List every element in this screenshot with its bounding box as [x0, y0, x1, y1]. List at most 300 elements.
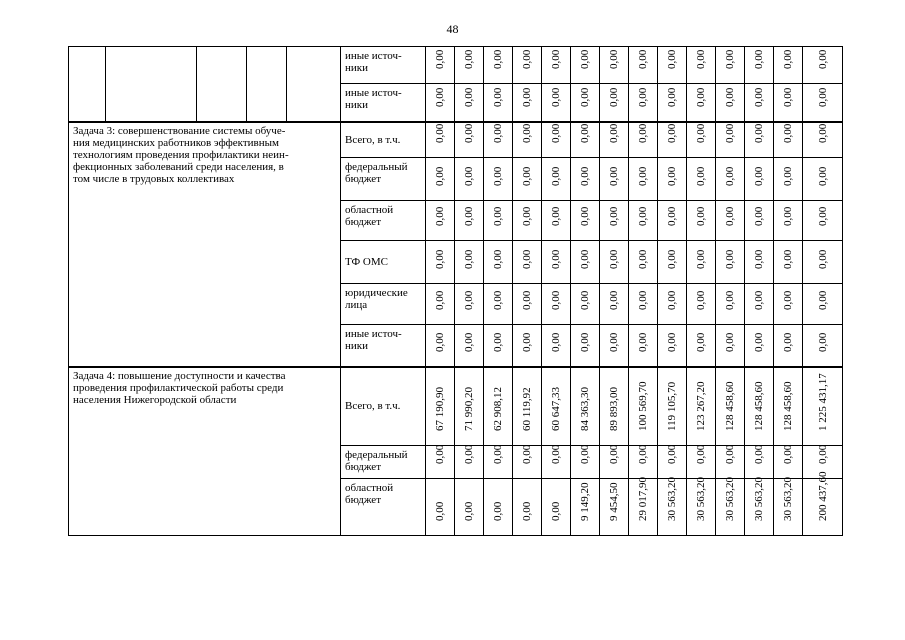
value-text: 0,00	[753, 166, 765, 186]
funding-source-cell: юридические лица	[341, 284, 426, 325]
value-cell	[600, 122, 629, 158]
value-text: 0,00	[637, 49, 649, 69]
value-text: 0,00	[753, 249, 765, 269]
value-text: 0,00	[521, 49, 533, 69]
funding-source-cell: иные источ- ники	[341, 47, 426, 84]
value-cell	[745, 479, 774, 536]
value-text: 0,00	[550, 332, 562, 352]
value-cell	[600, 325, 629, 367]
value-cell	[745, 325, 774, 367]
value-cell	[455, 284, 484, 325]
value-cell	[513, 47, 542, 84]
value-text: 0,00	[782, 166, 794, 186]
value-text: 119 105,70	[666, 381, 678, 431]
value-text: 0,00	[608, 444, 620, 464]
value-cell	[513, 241, 542, 284]
value-text: 0,00	[608, 49, 620, 69]
value-cell	[484, 158, 513, 201]
value-cell	[658, 241, 687, 284]
value-cell	[629, 367, 658, 446]
value-cell	[658, 446, 687, 479]
value-text: 0,00	[434, 249, 446, 269]
value-cell	[426, 241, 455, 284]
value-text: 0,00	[492, 249, 504, 269]
value-cell	[542, 201, 571, 241]
value-cell	[513, 84, 542, 122]
value-text: 0,00	[753, 290, 765, 310]
value-cell	[687, 446, 716, 479]
value-text: 0,00	[816, 87, 829, 107]
value-cell	[600, 367, 629, 446]
value-cell	[629, 241, 658, 284]
page-number: 48	[446, 22, 459, 36]
value-text: 0,00	[816, 249, 829, 269]
value-cell	[600, 446, 629, 479]
value-text: 123 267,20	[695, 381, 707, 431]
value-cell	[513, 325, 542, 367]
value-text: 30 563,20	[695, 477, 707, 521]
value-text: 0,00	[782, 123, 794, 143]
value-text: 30 563,20	[666, 477, 678, 521]
value-text: 0,00	[550, 123, 562, 143]
value-cell	[542, 325, 571, 367]
value-text: 0,00	[782, 444, 794, 464]
value-text: 1 225 431,17	[816, 373, 829, 431]
value-text: 0,00	[816, 206, 829, 226]
value-text: 0,00	[579, 206, 591, 226]
value-cell	[513, 446, 542, 479]
value-cell	[687, 325, 716, 367]
funding-source-cell: областной бюджет	[341, 201, 426, 241]
value-text: 0,00	[608, 249, 620, 269]
value-text: 0,00	[724, 123, 736, 143]
value-text: 30 563,20	[724, 477, 736, 521]
value-cell	[600, 479, 629, 536]
value-cell	[600, 158, 629, 201]
value-cell	[658, 201, 687, 241]
value-cell	[426, 84, 455, 122]
value-text: 0,00	[724, 87, 736, 107]
value-cell	[484, 284, 513, 325]
value-text: 0,00	[434, 166, 446, 186]
value-cell	[658, 284, 687, 325]
value-cell	[716, 122, 745, 158]
value-cell	[716, 284, 745, 325]
value-text: 0,00	[695, 49, 707, 69]
value-cell	[745, 241, 774, 284]
value-text: 128 458,60	[753, 381, 765, 431]
value-cell	[426, 479, 455, 536]
value-text: 0,00	[434, 444, 446, 464]
value-cell	[774, 47, 803, 84]
value-cell	[629, 47, 658, 84]
value-cell	[716, 158, 745, 201]
continuation-cell	[106, 47, 197, 122]
value-text: 0,00	[637, 249, 649, 269]
value-text: 0,00	[695, 332, 707, 352]
value-text: 0,00	[521, 249, 533, 269]
value-text: 0,00	[753, 444, 765, 464]
value-cell	[658, 84, 687, 122]
value-cell	[571, 122, 600, 158]
value-cell	[716, 479, 745, 536]
value-cell	[803, 367, 843, 446]
value-cell	[600, 284, 629, 325]
value-text: 0,00	[492, 87, 504, 107]
value-cell	[803, 84, 843, 122]
value-cell	[658, 325, 687, 367]
value-cell	[803, 47, 843, 84]
value-text: 0,00	[608, 87, 620, 107]
value-cell	[600, 241, 629, 284]
value-cell	[687, 201, 716, 241]
value-cell	[629, 84, 658, 122]
value-cell	[542, 158, 571, 201]
value-cell	[455, 479, 484, 536]
value-cell	[687, 84, 716, 122]
value-cell	[542, 241, 571, 284]
value-cell	[600, 84, 629, 122]
value-cell	[600, 201, 629, 241]
value-text: 0,00	[579, 290, 591, 310]
value-cell	[571, 367, 600, 446]
funding-source-cell: Всего, в т.ч.	[341, 367, 426, 446]
value-cell	[774, 201, 803, 241]
continuation-cell	[287, 47, 341, 122]
value-text: 0,00	[521, 290, 533, 310]
value-cell	[571, 479, 600, 536]
value-cell	[455, 201, 484, 241]
value-text: 0,00	[724, 206, 736, 226]
value-text: 0,00	[463, 123, 475, 143]
value-cell	[716, 84, 745, 122]
value-cell	[745, 367, 774, 446]
value-cell	[629, 446, 658, 479]
value-cell	[774, 122, 803, 158]
value-text: 0,00	[579, 87, 591, 107]
value-text: 0,00	[753, 87, 765, 107]
value-text: 0,00	[521, 444, 533, 464]
table-row	[69, 47, 843, 84]
value-text: 0,00	[724, 249, 736, 269]
value-text: 128 458,60	[782, 381, 794, 431]
value-text: 0,00	[521, 501, 533, 521]
value-text: 0,00	[637, 332, 649, 352]
value-cell	[513, 201, 542, 241]
value-text: 0,00	[492, 290, 504, 310]
value-text: 0,00	[666, 166, 678, 186]
value-cell	[484, 122, 513, 158]
value-text: 0,00	[492, 332, 504, 352]
value-text: 0,00	[579, 123, 591, 143]
value-cell	[542, 47, 571, 84]
value-text: 84 363,30	[579, 387, 591, 431]
value-text: 0,00	[695, 87, 707, 107]
value-text: 0,00	[550, 206, 562, 226]
value-text: 0,00	[492, 444, 504, 464]
value-text: 0,00	[816, 123, 829, 143]
value-cell	[803, 158, 843, 201]
value-text: 29 017,90	[637, 477, 649, 521]
value-text: 0,00	[782, 206, 794, 226]
task-4-title: Задача 4: повышение доступности и качества проведения профилактической работы среди населения Нижегородской области	[69, 367, 341, 536]
value-text: 0,00	[492, 501, 504, 521]
value-text: 0,00	[434, 49, 446, 69]
funding-source-cell: федеральный бюджет	[341, 446, 426, 479]
value-text: 0,00	[550, 501, 562, 521]
continuation-cell	[197, 47, 247, 122]
value-cell	[687, 367, 716, 446]
value-text: 0,00	[666, 206, 678, 226]
value-text: 0,00	[637, 206, 649, 226]
value-text: 0,00	[550, 87, 562, 107]
value-cell	[803, 284, 843, 325]
value-text: 9 149,20	[579, 482, 591, 521]
value-text: 89 893,00	[608, 387, 620, 431]
continuation-cell	[247, 47, 287, 122]
value-text: 0,00	[753, 49, 765, 69]
value-cell	[455, 325, 484, 367]
value-cell	[484, 47, 513, 84]
value-cell	[774, 158, 803, 201]
value-text: 0,00	[492, 49, 504, 69]
value-cell	[542, 284, 571, 325]
value-cell	[484, 446, 513, 479]
value-text: 0,00	[521, 123, 533, 143]
value-cell	[716, 201, 745, 241]
value-text: 0,00	[666, 290, 678, 310]
value-text: 0,00	[695, 166, 707, 186]
value-text: 0,00	[463, 166, 475, 186]
budget-table	[68, 46, 843, 536]
value-cell	[687, 479, 716, 536]
value-text: 30 563,20	[782, 477, 794, 521]
value-text: 0,00	[753, 332, 765, 352]
value-text: 0,00	[492, 206, 504, 226]
value-cell	[774, 367, 803, 446]
continuation-cell	[69, 47, 106, 122]
value-cell	[571, 158, 600, 201]
value-text: 0,00	[550, 444, 562, 464]
value-text: 0,00	[521, 332, 533, 352]
value-text: 0,00	[816, 49, 829, 69]
funding-source-cell: областной бюджет	[341, 479, 426, 536]
funding-source-cell: федеральный бюджет	[341, 158, 426, 201]
value-text: 0,00	[608, 166, 620, 186]
value-cell	[745, 122, 774, 158]
value-cell	[658, 47, 687, 84]
value-cell	[455, 84, 484, 122]
value-text: 0,00	[608, 332, 620, 352]
value-cell	[571, 201, 600, 241]
value-text: 0,00	[782, 49, 794, 69]
value-text: 0,00	[608, 123, 620, 143]
value-cell	[484, 84, 513, 122]
value-text: 0,00	[608, 290, 620, 310]
value-text: 0,00	[666, 87, 678, 107]
value-text: 0,00	[724, 290, 736, 310]
value-text: 0,00	[816, 332, 829, 352]
value-text: 0,00	[724, 49, 736, 69]
value-text: 0,00	[434, 332, 446, 352]
value-text: 0,00	[666, 332, 678, 352]
value-cell	[803, 201, 843, 241]
value-cell	[571, 325, 600, 367]
value-cell	[629, 201, 658, 241]
value-text: 0,00	[637, 444, 649, 464]
value-cell	[426, 122, 455, 158]
value-cell	[426, 158, 455, 201]
value-text: 100 569,70	[637, 381, 649, 431]
value-cell	[542, 446, 571, 479]
value-cell	[455, 446, 484, 479]
value-cell	[687, 122, 716, 158]
value-text: 0,00	[463, 49, 475, 69]
value-cell	[774, 84, 803, 122]
value-text: 0,00	[782, 332, 794, 352]
value-cell	[687, 158, 716, 201]
value-text: 0,00	[695, 290, 707, 310]
value-cell	[774, 446, 803, 479]
value-cell	[571, 446, 600, 479]
value-cell	[542, 367, 571, 446]
task-3-title: Задача 3: совершенствование системы обуче- ния медицинских работников эффективным технологиям проведения профилактики неин- фекционных заболеваний среди населения, в том числе в трудовых коллективах	[69, 122, 341, 367]
funding-source-cell: Всего, в т.ч.	[341, 122, 426, 158]
funding-source-cell: иные источ- ники	[341, 325, 426, 367]
value-text: 0,00	[463, 249, 475, 269]
value-cell	[658, 367, 687, 446]
value-cell	[484, 241, 513, 284]
value-text: 0,00	[695, 444, 707, 464]
value-cell	[455, 47, 484, 84]
table-row	[69, 122, 843, 158]
value-cell	[716, 241, 745, 284]
value-text: 0,00	[463, 501, 475, 521]
value-text: 0,00	[434, 501, 446, 521]
value-cell	[542, 479, 571, 536]
value-text: 0,00	[637, 290, 649, 310]
value-cell	[774, 284, 803, 325]
value-cell	[513, 158, 542, 201]
value-text: 0,00	[695, 206, 707, 226]
value-text: 0,00	[434, 123, 446, 143]
value-text: 0,00	[695, 249, 707, 269]
value-text: 0,00	[637, 166, 649, 186]
value-text: 128 458,60	[724, 381, 736, 431]
value-text: 60 119,92	[521, 387, 533, 431]
value-text: 0,00	[579, 444, 591, 464]
value-cell	[803, 471, 843, 536]
value-cell	[426, 201, 455, 241]
value-text: 0,00	[463, 206, 475, 226]
value-text: 0,00	[492, 166, 504, 186]
table-row	[69, 367, 843, 446]
value-text: 0,00	[463, 290, 475, 310]
value-cell	[571, 284, 600, 325]
value-text: 0,00	[782, 87, 794, 107]
value-text: 0,00	[637, 123, 649, 143]
value-cell	[571, 241, 600, 284]
value-cell	[629, 284, 658, 325]
value-cell	[803, 241, 843, 284]
value-cell	[513, 367, 542, 446]
value-text: 0,00	[724, 444, 736, 464]
value-text: 0,00	[666, 249, 678, 269]
value-text: 30 563,20	[753, 477, 765, 521]
value-cell	[426, 47, 455, 84]
value-text: 0,00	[579, 166, 591, 186]
value-cell	[513, 479, 542, 536]
value-text: 0,00	[434, 290, 446, 310]
value-text: 0,00	[782, 290, 794, 310]
value-text: 200 437,60	[816, 471, 829, 521]
value-cell	[426, 284, 455, 325]
value-cell	[542, 122, 571, 158]
funding-source-cell: иные источ- ники	[341, 84, 426, 122]
value-cell	[687, 47, 716, 84]
value-cell	[658, 158, 687, 201]
value-text: 0,00	[753, 206, 765, 226]
value-text: 0,00	[666, 444, 678, 464]
value-text: 0,00	[521, 206, 533, 226]
value-text: 0,00	[550, 49, 562, 69]
value-text: 0,00	[666, 49, 678, 69]
value-text: 0,00	[579, 249, 591, 269]
value-cell	[484, 367, 513, 446]
value-text: 0,00	[492, 123, 504, 143]
value-text: 0,00	[724, 332, 736, 352]
value-cell	[716, 325, 745, 367]
value-text: 60 647,33	[550, 387, 562, 431]
value-cell	[629, 479, 658, 536]
value-text: 0,00	[463, 87, 475, 107]
value-cell	[774, 241, 803, 284]
value-cell	[571, 84, 600, 122]
value-text: 71 990,20	[463, 387, 475, 431]
value-cell	[745, 446, 774, 479]
value-text: 0,00	[550, 166, 562, 186]
value-cell	[484, 201, 513, 241]
value-text: 0,00	[695, 123, 707, 143]
value-cell	[774, 325, 803, 367]
value-cell	[426, 325, 455, 367]
value-cell	[803, 325, 843, 367]
value-text: 0,00	[753, 123, 765, 143]
value-text: 0,00	[550, 249, 562, 269]
value-text: 0,00	[666, 123, 678, 143]
value-cell	[745, 201, 774, 241]
value-text: 0,00	[521, 87, 533, 107]
value-cell	[513, 284, 542, 325]
value-text: 9 454,50	[608, 482, 620, 521]
value-cell	[745, 47, 774, 84]
value-cell	[745, 84, 774, 122]
value-cell	[455, 158, 484, 201]
value-cell	[745, 284, 774, 325]
value-text: 0,00	[463, 332, 475, 352]
value-text: 0,00	[782, 249, 794, 269]
value-text: 67 190,90	[434, 387, 446, 431]
value-cell	[629, 325, 658, 367]
value-cell	[629, 122, 658, 158]
value-text: 0,00	[521, 166, 533, 186]
value-text: 0,00	[463, 444, 475, 464]
value-cell	[745, 158, 774, 201]
value-text: 0,00	[816, 166, 829, 186]
value-cell	[716, 446, 745, 479]
value-text: 0,00	[579, 332, 591, 352]
value-cell	[426, 367, 455, 446]
